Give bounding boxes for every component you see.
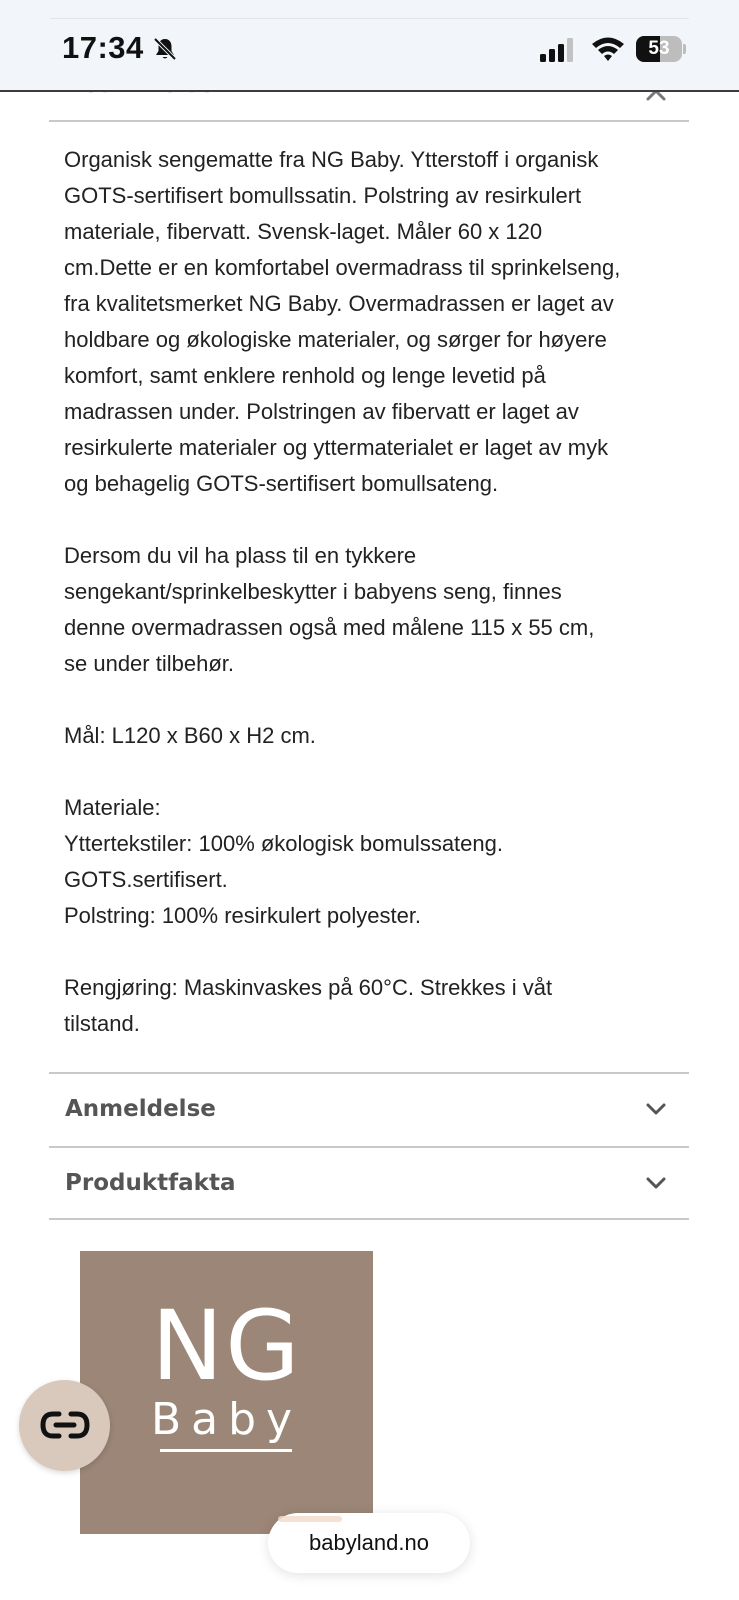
divider <box>49 1218 689 1220</box>
accordion-anmeldelse[interactable] <box>49 1073 689 1145</box>
brand-logo-underline <box>160 1449 292 1452</box>
description-paragraph <box>64 538 689 682</box>
battery-level: 53 <box>648 38 670 59</box>
description-line: materiale, fibervatt. Svensk-laget. Måler 60 x 120 <box>64 219 543 244</box>
chat-link-icon <box>39 1410 91 1440</box>
description-line: Organisk sengematte fra NG Baby. Ytterstoff i organisk <box>64 147 599 172</box>
accordion-anmeldelse-title: Anmeldelse <box>65 1096 216 1122</box>
product-description <box>64 142 689 1042</box>
description-line: Yttertekstiler: 100% økologisk bomulssateng. <box>64 831 503 856</box>
cellular-signal-icon <box>540 38 578 62</box>
description-paragraph <box>64 970 689 1042</box>
battery-icon <box>636 36 686 62</box>
description-line: Materiale: <box>64 795 161 820</box>
brand-logo-ng: NG <box>151 1290 302 1402</box>
description-paragraph <box>64 142 689 502</box>
chat-button[interactable] <box>19 1380 110 1471</box>
description-paragraph <box>64 718 689 754</box>
chevron-down-icon <box>645 1176 667 1190</box>
status-bar-edge <box>50 18 689 19</box>
brand-logo-baby: Baby <box>150 1394 303 1445</box>
description-line: GOTS-sertifisert bomullssatin. Polstring av resirkulert <box>64 183 582 208</box>
description-line: Dersom du vil ha plass til en tykkere <box>64 543 417 568</box>
description-line: se under tilbehør. <box>64 651 234 676</box>
description-line: komfort, samt enklere renhold og lenge levetid på <box>64 363 546 388</box>
description-line: holdbare og økologiske materialer, og sørger for høyere <box>64 327 607 352</box>
description-line: denne overmadrassen også med målene 115 x 55 cm, <box>64 615 595 640</box>
description-line: Polstring: 100% resirkulert polyester. <box>64 903 422 928</box>
accordion-produktfakta[interactable] <box>49 1147 689 1219</box>
description-line: madrassen under. Polstringen av fibervatt er laget av <box>64 399 579 424</box>
description-line: Rengjøring: Maskinvaskes på 60°C. Strekkes i våt <box>64 975 553 1000</box>
description-line: resirkulerte materialer og yttermaterialet er laget av myk <box>64 435 609 460</box>
battery-body <box>636 36 682 62</box>
description-line: cm.Dette er en komfortabel overmadrass til sprinkelseng, <box>64 255 621 280</box>
description-paragraph <box>64 790 689 934</box>
url-bar[interactable] <box>268 1513 470 1573</box>
description-line: tilstand. <box>64 1011 140 1036</box>
description-line: sengekant/sprinkelbeskytter i babyens seng, finnes <box>64 579 562 604</box>
divider <box>49 120 689 122</box>
status-bar <box>0 0 739 92</box>
bell-slash-icon <box>152 36 178 62</box>
description-line: Mål: L120 x B60 x H2 cm. <box>64 723 316 748</box>
ng-baby-brand-logo[interactable] <box>80 1251 373 1534</box>
url-bar-domain: babyland.no <box>309 1530 429 1555</box>
description-line: og behagelig GOTS-sertifisert bomullsateng. <box>64 471 499 496</box>
accordion-produktfakta-title: Produktfakta <box>65 1170 236 1196</box>
url-bar-accent <box>278 1516 342 1522</box>
status-time: 17:34 <box>62 30 144 65</box>
description-line: fra kvalitetsmerket NG Baby. Overmadrassen er laget av <box>64 291 614 316</box>
description-line: GOTS.sertifisert. <box>64 867 228 892</box>
wifi-icon <box>590 34 626 62</box>
chevron-down-icon <box>645 1102 667 1116</box>
battery-cap <box>683 44 686 54</box>
